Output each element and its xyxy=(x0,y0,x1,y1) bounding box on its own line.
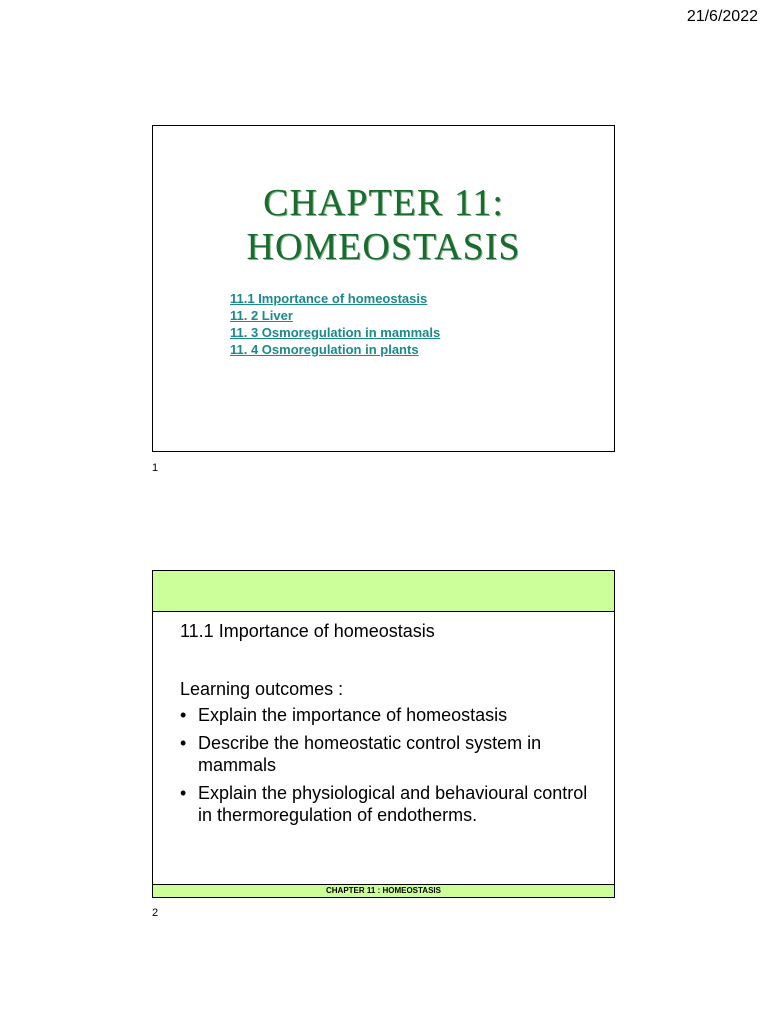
list-item xyxy=(180,732,600,776)
section-title: 11.1 Importance of homeostasis xyxy=(180,621,435,641)
toc-item xyxy=(230,290,440,307)
toc-link-11-3[interactable]: 11. 3 Osmoregulation in mammals xyxy=(230,325,441,340)
learning-outcomes-label: Learning outcomes : xyxy=(180,679,344,699)
chapter-title-line-2: HOMEOSTASIS xyxy=(246,226,521,268)
outcome-text: Explain the physiological and behavioural control in thermoregulation of endotherms. xyxy=(198,783,588,825)
table-of-contents xyxy=(230,290,440,358)
slide-footer: CHAPTER 11 : HOMEOSTASIS xyxy=(153,884,614,897)
slide-number-1: 1 xyxy=(152,462,159,474)
slide-number-2: 2 xyxy=(152,907,159,919)
chapter-title-line-1: CHAPTER 11: xyxy=(263,182,504,224)
toc-link-11-1[interactable]: 11.1 Importance of homeostasis xyxy=(230,291,428,306)
bullet-icon: • xyxy=(180,783,187,803)
outcome-text: Explain the importance of homeostasis xyxy=(198,705,508,725)
outcome-text: Describe the homeostatic control system in mammals xyxy=(198,733,542,775)
toc-item xyxy=(230,307,440,324)
toc-item xyxy=(230,324,440,341)
learning-outcomes-list xyxy=(180,704,600,832)
slide-1 xyxy=(152,125,615,452)
slide-header-band xyxy=(153,571,614,612)
toc-item xyxy=(230,341,440,358)
bullet-icon: • xyxy=(180,733,187,753)
toc-link-11-4[interactable]: 11. 4 Osmoregulation in plants xyxy=(230,342,419,357)
list-item xyxy=(180,782,600,826)
bullet-icon: • xyxy=(180,705,187,725)
page-date: 21/6/2022 xyxy=(686,8,758,25)
slide-2 xyxy=(152,570,615,898)
toc-link-11-2[interactable]: 11. 2 Liver xyxy=(230,308,293,323)
list-item xyxy=(180,704,600,726)
chapter-title xyxy=(153,181,614,269)
